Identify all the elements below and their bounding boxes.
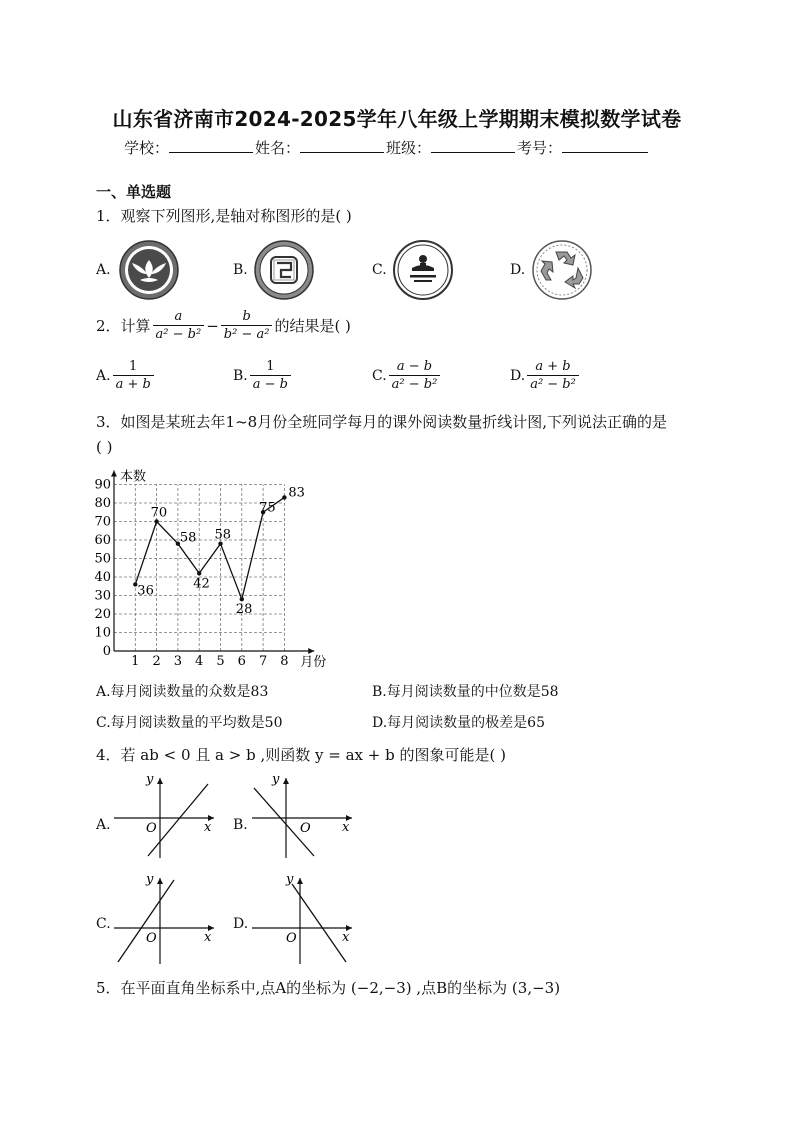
data-label: 70: [150, 505, 168, 521]
q4-option-c-label: C.: [96, 916, 111, 932]
data-label: 58: [179, 530, 197, 546]
y-tick-label: 10: [94, 625, 111, 641]
y-label: y: [146, 772, 154, 787]
q2-f2-num: b: [242, 309, 251, 324]
q2-f1-num: a: [174, 309, 183, 324]
data-label: 42: [193, 576, 210, 592]
section-heading: 一、单选题: [96, 183, 172, 201]
q1-option-b-label: B.: [233, 262, 248, 278]
data-label: 75: [259, 500, 276, 516]
q2-option-d-den: a² − b²: [527, 375, 579, 393]
y-label: y: [272, 772, 280, 787]
q2-option-b-den: a − b: [250, 375, 291, 393]
y-tick-label: 90: [94, 477, 111, 493]
q3-option-c[interactable]: C.每月阅读数量的平均数是50: [96, 715, 283, 731]
origin-label: O: [146, 931, 157, 946]
q4-option-a-label: A.: [96, 817, 111, 833]
info-number-label: 考号：: [517, 139, 563, 157]
school-blank[interactable]: [169, 136, 253, 153]
y-tick-label: 40: [94, 570, 111, 585]
number-blank[interactable]: [562, 136, 648, 153]
q2-option-a-label: A.: [96, 367, 111, 384]
x-tick-label: 8: [280, 654, 289, 669]
q2-option-b-fraction: [250, 358, 291, 393]
q2-option-a-num: 1: [129, 359, 138, 374]
q2-option-c-label: C.: [372, 367, 387, 384]
y-label: y: [286, 872, 294, 887]
q2-option-c-den: a² − b²: [389, 375, 441, 393]
q2-option-b-num: 1: [266, 359, 275, 374]
recycle-icon[interactable]: [529, 240, 595, 300]
q2-option-a[interactable]: [96, 358, 156, 393]
x-axis-label: 月份: [300, 655, 327, 670]
x-tick-label: 5: [216, 654, 225, 669]
y-tick-label: 60: [94, 533, 111, 548]
q2-fraction-1: [153, 308, 205, 343]
name-blank[interactable]: [300, 136, 384, 153]
data-label: 36: [137, 583, 154, 599]
x-tick-label: 4: [195, 654, 204, 669]
data-label: 58: [214, 527, 232, 543]
q2-option-d-fraction: [527, 358, 579, 393]
class-blank[interactable]: [431, 136, 515, 153]
q4-graph-c[interactable]: [110, 870, 220, 966]
data-point: [282, 495, 286, 499]
info-name-label: 姓名：: [255, 139, 301, 157]
origin-label: O: [146, 821, 157, 836]
data-point: [240, 597, 244, 601]
q2-option-d-label: D.: [510, 367, 526, 384]
data-label: 28: [235, 602, 253, 618]
q2-option-b-label: B.: [233, 367, 248, 384]
y-axis-label: 本数: [120, 469, 147, 485]
x-tick-label: 1: [131, 654, 140, 669]
q3-stem-line2: ( ): [96, 438, 113, 456]
q1-option-c-label: C.: [372, 262, 387, 278]
q1-option-d-label: D.: [510, 262, 526, 278]
y-arrow-icon: [157, 778, 163, 784]
q2-stem-prefix: 2．计算: [96, 317, 151, 335]
y-label: y: [146, 872, 154, 887]
y-tick-label: 0: [102, 644, 111, 659]
y-arrow-icon: [297, 878, 303, 884]
q2-stem: [96, 308, 351, 343]
q2-option-a-den: a + b: [113, 375, 154, 393]
q4-graph-d[interactable]: [248, 870, 358, 966]
x-tick-label: 7: [258, 654, 268, 669]
q2-option-c[interactable]: [372, 358, 442, 393]
chart-series: [133, 485, 305, 617]
y-arrow-icon: [283, 778, 289, 784]
x-label: x: [342, 930, 350, 945]
q2-fraction-2: [221, 308, 273, 343]
y-tick-label: 30: [94, 588, 111, 604]
x-tick-label: 3: [173, 654, 183, 669]
origin-label: O: [286, 931, 297, 946]
q2-option-c-num: a − b: [396, 359, 433, 374]
q3-option-b[interactable]: B.每月阅读数量的中位数是58: [372, 684, 559, 700]
q4-stem: 4．若 ab < 0 且 a > b ,则函数 y = ax + b 的图象可能是( ): [96, 746, 506, 764]
q3-option-a[interactable]: A.每月阅读数量的众数是83: [96, 684, 269, 700]
q4-graph-b[interactable]: [248, 770, 358, 860]
x-axis-arrow-icon: [308, 648, 314, 654]
y-arrow-icon: [157, 878, 163, 884]
y-tick-label: 80: [94, 496, 111, 511]
q1-stem: 1．观察下列图形,是轴对称图形的是( ): [96, 207, 352, 225]
person-on-pedestal-icon[interactable]: [390, 240, 456, 300]
y-tick-label: 50: [94, 551, 111, 567]
q2-option-b[interactable]: [233, 358, 293, 393]
q2-option-a-fraction: [113, 358, 154, 393]
page-title: 山东省济南市2024-2025学年八年级上学期期末模拟数学试卷: [112, 107, 682, 131]
y-tick-label: 20: [94, 607, 111, 622]
y-tick-label: 70: [94, 514, 111, 530]
q2-stem-suffix: 的结果是( ): [274, 317, 351, 335]
y-axis-arrow-icon: [111, 471, 117, 477]
leaf-emblem-icon[interactable]: [116, 240, 182, 300]
q5-stem: 5．在平面直角坐标系中,点A的坐标为 (−2,−3) ,点B的坐标为 (3,−3): [96, 979, 561, 997]
square-spiral-logo-icon[interactable]: [251, 240, 317, 300]
x-tick-label: 2: [152, 654, 161, 669]
q1-option-a-label: A.: [96, 262, 111, 278]
q4-option-b-label: B.: [233, 817, 248, 833]
q2-option-c-fraction: [389, 358, 441, 393]
info-school-label: 学校：: [124, 139, 170, 157]
q2-option-d-num: a + b: [535, 359, 571, 374]
data-point: [197, 571, 201, 575]
info-class-label: 班级：: [386, 139, 432, 157]
q2-f2-den: b² − a²: [221, 325, 273, 343]
reading-line-chart: [90, 463, 335, 673]
q2-option-d[interactable]: [510, 358, 581, 393]
function-line: [118, 880, 174, 962]
origin-label: O: [300, 821, 311, 836]
q4-graph-a[interactable]: [110, 770, 220, 860]
function-line: [148, 784, 208, 856]
q3-stem-line1: 3．如图是某班去年1~8月份全班同学每月的课外阅读数量折线计图,下列说法正确的是: [96, 413, 667, 431]
q2-f1-den: a² − b²: [153, 325, 205, 343]
x-label: x: [204, 930, 212, 945]
q3-option-d[interactable]: D.每月阅读数量的极差是65: [372, 715, 545, 731]
data-label: 83: [288, 485, 305, 501]
x-label: x: [342, 820, 350, 835]
q4-option-d-label: D.: [233, 916, 249, 932]
x-label: x: [204, 820, 212, 835]
student-info-line: [124, 136, 650, 158]
x-tick-label: 6: [237, 654, 246, 669]
q2-minus: −: [206, 316, 219, 335]
